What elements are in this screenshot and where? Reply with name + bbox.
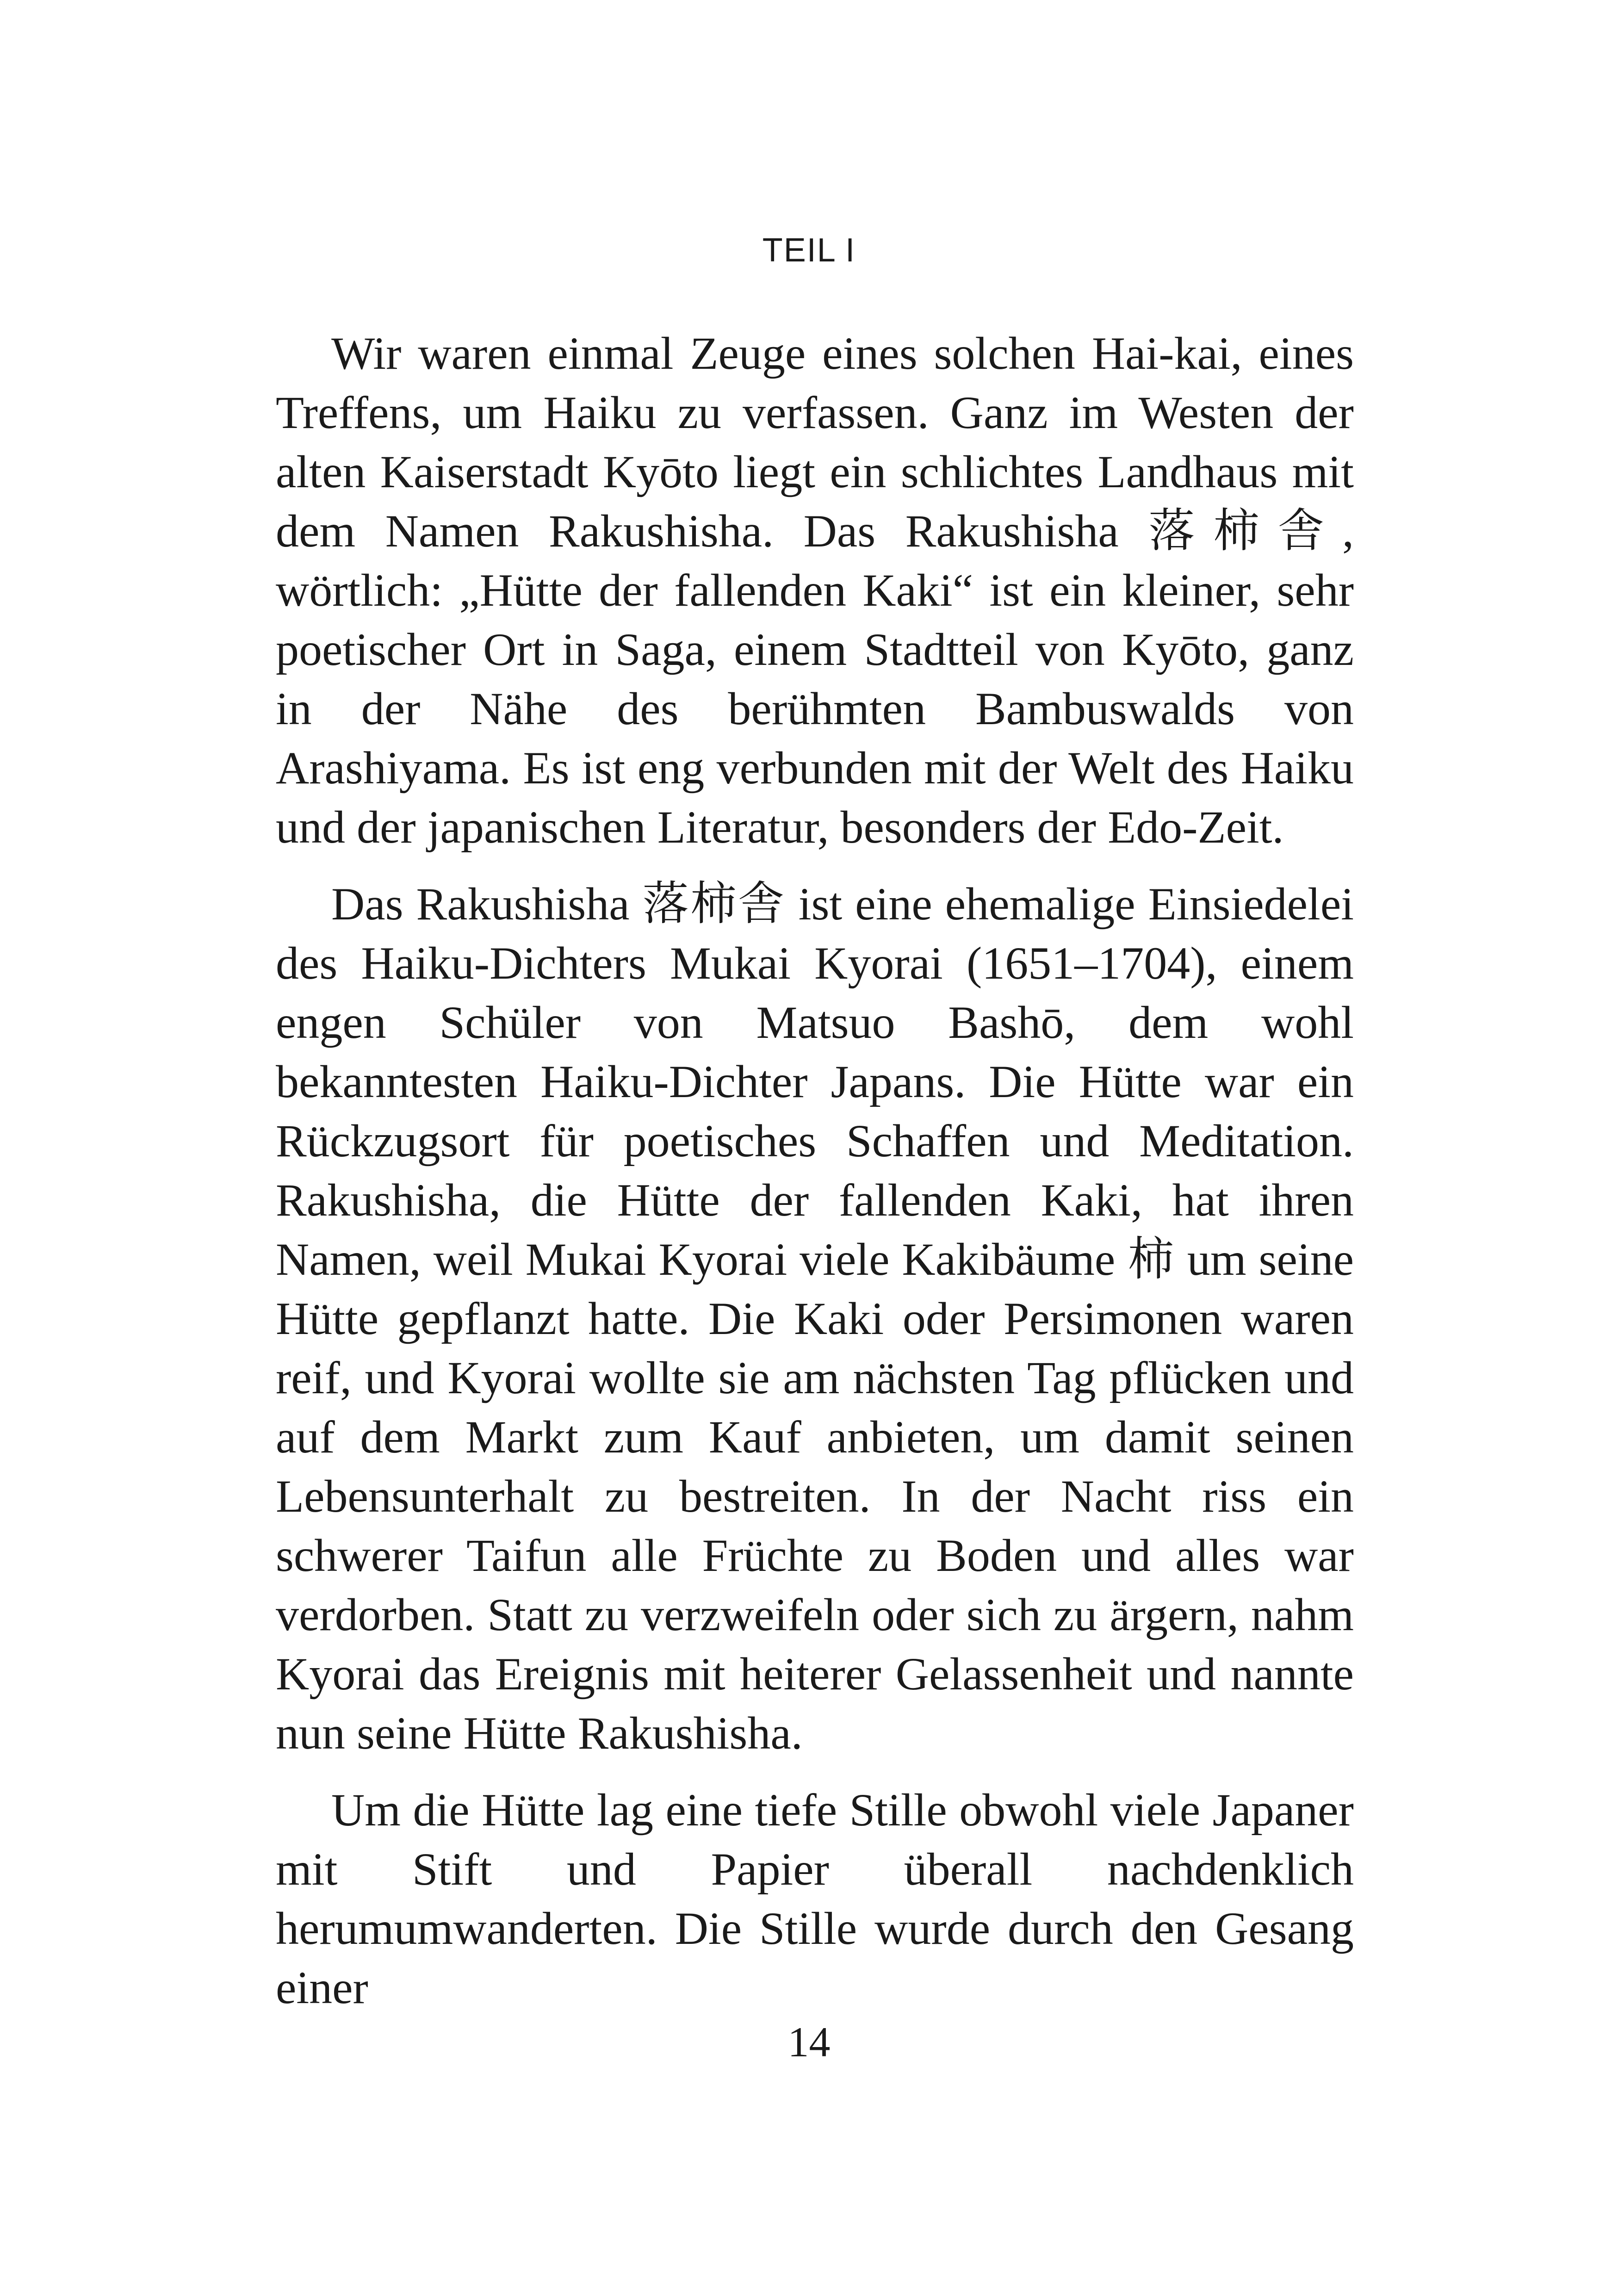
page-number: 14 <box>787 2018 831 2066</box>
paragraph-3: Um die Hütte lag eine tiefe Stille obwohl viele Japaner mit Stift und Papier überall nachdenklich herumumwanderten. Die Stille wurde durch den Gesang einer <box>276 1784 1354 2013</box>
running-head: TEIL I <box>762 232 856 269</box>
body-text <box>276 324 1354 2035</box>
paragraph-1: Wir waren einmal Zeuge eines solchen Hai-kai, eines Treffens, um Haiku zu verfassen. Ganz im Westen der alten Kaiserstadt Kyōto liegt ein schlichtes Landhaus mit dem Namen Rakushisha. Das Rakushisha 落柿舎, wörtlich: „Hütte der fallenden Kaki“ ist ein kleiner, sehr poetischer Ort in Saga, einem Stadtteil von Kyōto, ganz in der Nähe des berühmten Bambuswalds von Arashiyama. Es ist eng verbunden mit der Welt des Haiku und der japanischen Literatur, besonders der Edo-Zeit. <box>276 328 1354 853</box>
paragraph-2: Das Rakushisha 落柿舎 ist eine ehemalige Einsiedelei des Haiku-Dichters Mukai Kyorai (1651–1704), einem engen Schüler von Matsuo Bashō, dem wohl bekanntesten Haiku-Dichter Japans. Die Hütte war ein Rückzugsort für poetisches Schaffen und Meditation. Rakushisha, die Hütte der fallenden Kaki, hat ihren Namen, weil Mukai Kyorai viele Kakibäume 柿 um seine Hütte gepflanzt hatte. Die Kaki oder Persimonen waren reif, und Kyorai wollte sie am nächsten Tag pflücken und auf dem Markt zum Kauf anbieten, um damit seinen Lebensunterhalt zu bestreiten. In der Nacht riss ein schwerer Taifun alle Früchte zu Boden und alles war verdorben. Statt zu verzweifeln oder sich zu ärgern, nahm Kyorai das Ereignis mit heiterer Gelassenheit und nannte nun seine Hütte Rakushisha. <box>276 878 1354 1759</box>
